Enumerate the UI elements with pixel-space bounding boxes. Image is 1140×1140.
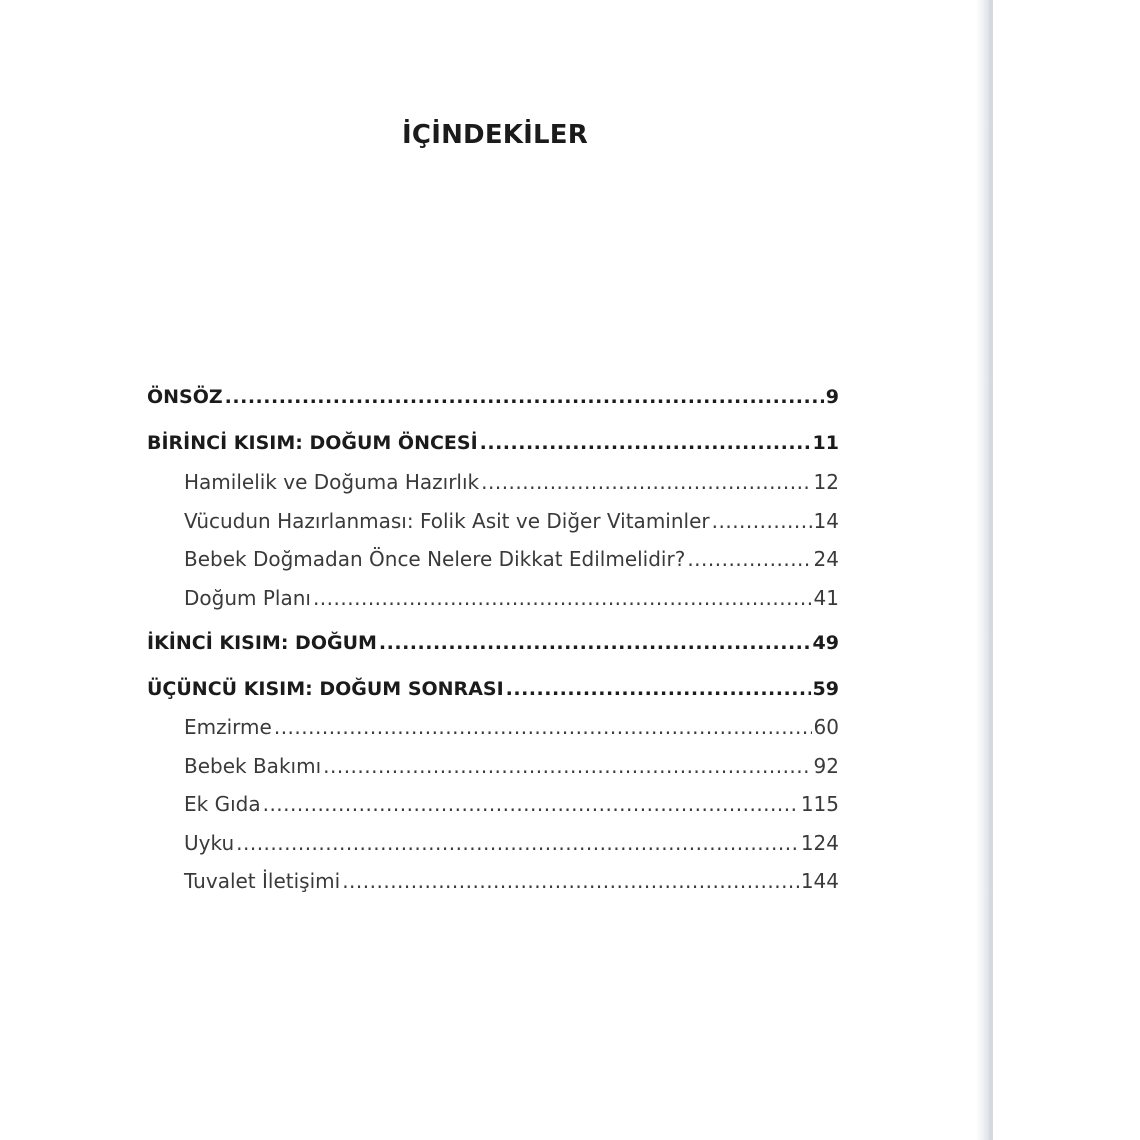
dot-leader — [506, 678, 811, 700]
toc-entry-label: BİRİNCİ KISIM: DOĞUM ÖNCESİ — [147, 432, 478, 454]
toc-entry-dogum-plani — [184, 586, 839, 610]
dot-leader — [480, 432, 811, 454]
dot-leader — [379, 632, 811, 654]
toc-entry-ucuncu-kisim — [147, 678, 839, 700]
dot-leader — [481, 470, 811, 494]
dot-leader — [712, 509, 812, 533]
dot-leader — [313, 586, 812, 610]
toc-entry-label: ÖNSÖZ — [147, 386, 223, 408]
toc-entry-label: Vücudun Hazırlanması: Folik Asit ve Diğer Vitaminler — [184, 509, 710, 533]
toc-entry-birinci-kisim — [147, 432, 839, 454]
dot-leader — [263, 792, 799, 816]
toc-entry-label: İKİNCİ KISIM: DOĞUM — [147, 632, 377, 654]
dot-leader — [687, 547, 811, 571]
toc-entry-page: 115 — [800, 792, 839, 816]
toc-entry-label: Bebek Bakımı — [184, 754, 322, 778]
toc-entry-uyku — [184, 831, 839, 855]
toc-entry-page: 24 — [813, 547, 839, 571]
dot-leader — [236, 831, 799, 855]
dot-leader — [274, 715, 812, 739]
toc-entry-label: ÜÇÜNCÜ KISIM: DOĞUM SONRASI — [147, 678, 504, 700]
toc-entry-page: 9 — [825, 386, 839, 408]
toc-entry-vucudun-hazirlanmasi — [184, 509, 839, 533]
toc-entry-label: Tuvalet İletişimi — [184, 869, 341, 893]
dot-leader — [225, 386, 824, 408]
toc-entry-label: Doğum Planı — [184, 586, 311, 610]
dot-leader — [323, 754, 811, 778]
toc-entry-tuvalet-iletisimi — [184, 869, 839, 893]
toc-entry-page: 41 — [813, 586, 839, 610]
toc-entry-page: 60 — [813, 715, 839, 739]
dot-leader — [342, 869, 799, 893]
toc-entry-onsoz — [147, 386, 839, 408]
toc-entry-label: Ek Gıda — [184, 792, 261, 816]
toc-entry-emzirme — [184, 715, 839, 739]
toc-entry-ikinci-kisim — [147, 632, 839, 654]
toc-entry-label: Emzirme — [184, 715, 272, 739]
toc-entry-ek-gida — [184, 792, 839, 816]
toc-entry-bebek-bakimi — [184, 754, 839, 778]
toc-entry-page: 49 — [812, 632, 839, 654]
toc-entry-label: Bebek Doğmadan Önce Nelere Dikkat Edilmelidir? — [184, 547, 686, 571]
toc-entry-page: 92 — [813, 754, 839, 778]
toc-entry-page: 59 — [812, 678, 839, 700]
toc-entry-label: Hamilelik ve Doğuma Hazırlık — [184, 470, 480, 494]
toc-entry-label: Uyku — [184, 831, 235, 855]
toc-entry-page: 12 — [813, 470, 839, 494]
toc-entry-page: 144 — [800, 869, 839, 893]
adjacent-page-margin — [993, 0, 1140, 1140]
toc-entry-page: 14 — [813, 509, 839, 533]
toc-title: İÇİNDEKİLER — [402, 120, 588, 150]
toc-entry-page: 11 — [812, 432, 839, 454]
toc-entry-hamilelik — [184, 470, 839, 494]
toc-entry-page: 124 — [800, 831, 839, 855]
toc-entry-bebek-dogmadan — [184, 547, 839, 571]
